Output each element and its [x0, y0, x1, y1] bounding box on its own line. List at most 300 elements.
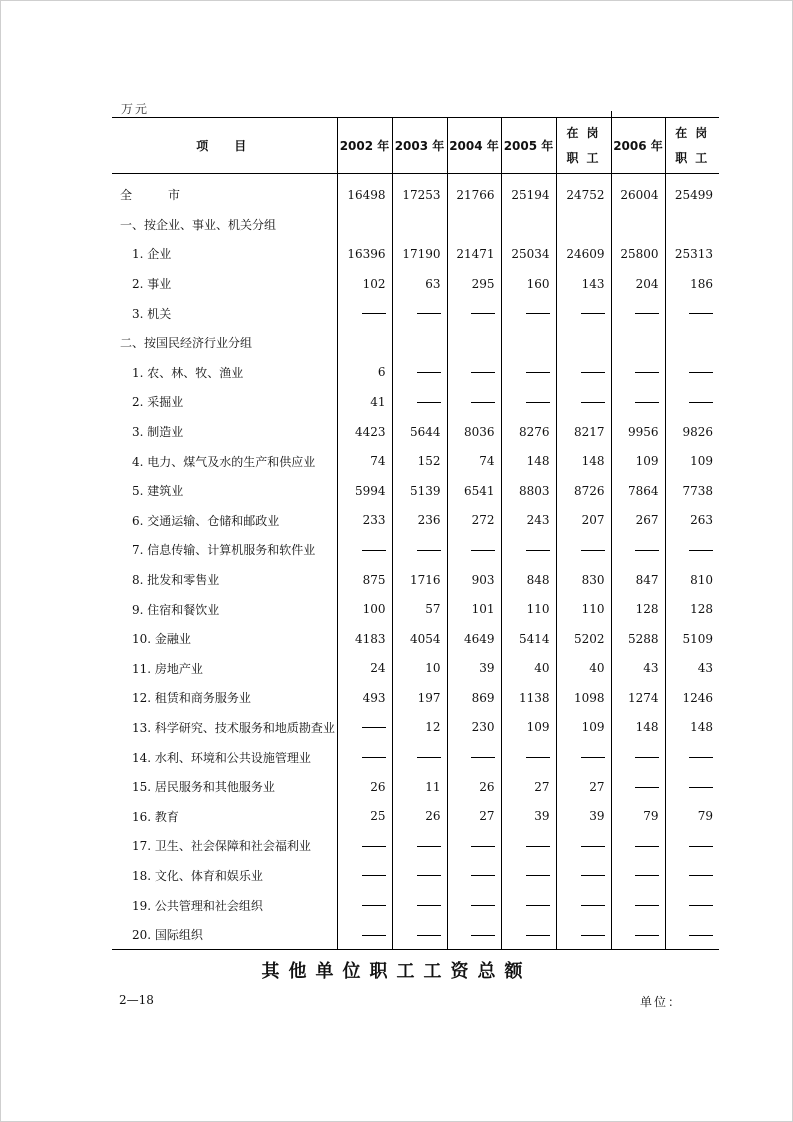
value-cell: 24752 — [556, 174, 611, 210]
row-label: 二、按国民经济行业分组 — [120, 336, 253, 351]
value-cell: 74 — [447, 446, 501, 476]
dash-mark — [635, 550, 659, 551]
value-cell-dash — [611, 772, 665, 802]
dash-mark — [635, 402, 659, 403]
value-cell-dash — [611, 358, 665, 388]
header-onpost-2006-line2: 职工 — [675, 150, 716, 165]
header-onpost-2005-line2: 职工 — [566, 150, 607, 165]
dash-mark — [471, 757, 495, 758]
value-cell: 109 — [611, 446, 665, 476]
value-cell: 110 — [556, 594, 611, 624]
dash-mark — [417, 935, 441, 936]
value-cell: 43 — [665, 654, 719, 684]
table-row — [112, 446, 719, 476]
value-cell-dash — [337, 861, 392, 891]
value-cell: 230 — [447, 713, 501, 743]
table-row — [112, 772, 719, 802]
header-2006: 2006 年 — [611, 118, 665, 174]
value-cell — [556, 210, 611, 240]
dash-mark — [362, 550, 386, 551]
value-cell — [337, 328, 392, 358]
row-label: 18. 文化、体育和娱乐业 — [120, 868, 263, 883]
row-label: 16. 教育 — [120, 809, 179, 824]
unit-label-bottom: 单位： — [640, 995, 683, 1009]
dash-mark — [526, 905, 550, 906]
row-label: 3. 制造业 — [120, 425, 184, 440]
dash-mark — [689, 372, 713, 373]
value-cell: 6 — [337, 358, 392, 388]
value-cell-dash — [611, 298, 665, 328]
value-cell: 109 — [665, 446, 719, 476]
value-cell: 16498 — [337, 174, 392, 210]
row-label: 19. 公共管理和社会组织 — [120, 898, 263, 913]
value-cell: 160 — [501, 269, 556, 299]
dash-mark — [689, 757, 713, 758]
value-cell: 39 — [501, 801, 556, 831]
value-cell-dash — [611, 535, 665, 565]
dash-mark — [581, 935, 605, 936]
dash-mark — [689, 313, 713, 314]
table-row — [112, 298, 719, 328]
dash-mark — [417, 757, 441, 758]
value-cell: 5414 — [501, 624, 556, 654]
row-label: 6. 交通运输、仓储和邮政业 — [120, 513, 280, 528]
value-cell-dash — [447, 358, 501, 388]
dash-mark — [471, 875, 495, 876]
dash-mark — [581, 846, 605, 847]
dash-mark — [526, 935, 550, 936]
value-cell: 26 — [337, 772, 392, 802]
value-cell: 204 — [611, 269, 665, 299]
dash-mark — [362, 846, 386, 847]
value-cell: 7864 — [611, 476, 665, 506]
header-2004: 2004 年 — [447, 118, 501, 174]
value-cell: 5139 — [392, 476, 447, 506]
table-row — [112, 801, 719, 831]
value-cell-dash — [611, 890, 665, 920]
value-cell-dash — [501, 890, 556, 920]
value-cell: 25 — [337, 801, 392, 831]
value-cell-dash — [611, 920, 665, 950]
value-cell: 8036 — [447, 417, 501, 447]
table-row — [112, 269, 719, 299]
value-cell: 17190 — [392, 239, 447, 269]
value-cell: 27 — [501, 772, 556, 802]
value-cell: 9826 — [665, 417, 719, 447]
value-cell — [392, 328, 447, 358]
value-cell: 43 — [611, 654, 665, 684]
value-cell: 110 — [501, 594, 556, 624]
table-row — [112, 594, 719, 624]
value-cell-dash — [447, 535, 501, 565]
value-cell: 6541 — [447, 476, 501, 506]
row-label: 9. 住宿和餐饮业 — [120, 602, 220, 617]
value-cell: 847 — [611, 565, 665, 595]
value-cell-dash — [501, 831, 556, 861]
value-cell: 7738 — [665, 476, 719, 506]
dash-mark — [417, 402, 441, 403]
dash-mark — [581, 757, 605, 758]
table-row — [112, 358, 719, 388]
dash-mark — [362, 757, 386, 758]
value-cell: 903 — [447, 565, 501, 595]
dash-mark — [471, 935, 495, 936]
value-cell — [392, 210, 447, 240]
value-cell-dash — [556, 358, 611, 388]
value-cell-dash — [392, 742, 447, 772]
value-cell: 21471 — [447, 239, 501, 269]
dash-mark — [581, 875, 605, 876]
page-number: 2—18 — [119, 993, 154, 1007]
value-cell-dash — [337, 742, 392, 772]
row-label: 7. 信息传输、计算机服务和软件业 — [120, 543, 316, 558]
value-cell: 128 — [665, 594, 719, 624]
value-cell: 39 — [447, 654, 501, 684]
row-label: 3. 机关 — [120, 306, 172, 321]
value-cell — [337, 210, 392, 240]
dash-mark — [689, 846, 713, 847]
table-row — [112, 239, 719, 269]
value-cell: 5644 — [392, 417, 447, 447]
value-cell: 143 — [556, 269, 611, 299]
value-cell-dash — [392, 298, 447, 328]
value-cell: 830 — [556, 565, 611, 595]
value-cell: 40 — [501, 654, 556, 684]
row-label: 13. 科学研究、技术服务和地质勘查业 — [120, 720, 335, 735]
dash-mark — [581, 372, 605, 373]
dash-mark — [526, 757, 550, 758]
value-cell: 267 — [611, 506, 665, 536]
dash-mark — [689, 550, 713, 551]
value-cell-dash — [556, 890, 611, 920]
table-row — [112, 387, 719, 417]
value-cell-dash — [665, 831, 719, 861]
value-cell: 8803 — [501, 476, 556, 506]
table-row — [112, 861, 719, 891]
value-cell-dash — [501, 358, 556, 388]
row-label: 2. 采掘业 — [120, 395, 184, 410]
dash-mark — [689, 935, 713, 936]
value-cell — [611, 328, 665, 358]
value-cell: 4649 — [447, 624, 501, 654]
value-cell-dash — [337, 920, 392, 950]
value-cell-dash — [556, 742, 611, 772]
value-cell: 26 — [392, 801, 447, 831]
dash-mark — [635, 787, 659, 788]
header-onpost-2005 — [556, 118, 611, 174]
value-cell: 869 — [447, 683, 501, 713]
value-cell-dash — [665, 387, 719, 417]
wage-table — [112, 117, 719, 950]
value-cell: 810 — [665, 565, 719, 595]
value-cell: 148 — [501, 446, 556, 476]
value-cell-dash — [447, 298, 501, 328]
value-cell: 9956 — [611, 417, 665, 447]
dash-mark — [635, 905, 659, 906]
value-cell-dash — [556, 861, 611, 891]
value-cell: 109 — [501, 713, 556, 743]
value-cell: 1098 — [556, 683, 611, 713]
value-cell: 101 — [447, 594, 501, 624]
row-label: 12. 租赁和商务服务业 — [120, 691, 251, 706]
dash-mark — [417, 372, 441, 373]
table-row — [112, 535, 719, 565]
table-row — [112, 654, 719, 684]
value-cell-dash — [447, 742, 501, 772]
dash-mark — [362, 935, 386, 936]
dash-mark — [581, 402, 605, 403]
value-cell-dash — [337, 298, 392, 328]
value-cell: 8217 — [556, 417, 611, 447]
row-label: 一、按企业、事业、机关分组 — [120, 217, 277, 232]
value-cell: 25313 — [665, 239, 719, 269]
table-header-row — [112, 118, 719, 174]
dash-mark — [417, 905, 441, 906]
value-cell-dash — [447, 920, 501, 950]
row-label: 4. 电力、煤气及水的生产和供应业 — [120, 454, 316, 469]
value-cell — [501, 210, 556, 240]
value-cell: 8726 — [556, 476, 611, 506]
value-cell: 39 — [556, 801, 611, 831]
value-cell-dash — [556, 298, 611, 328]
dash-mark — [689, 787, 713, 788]
dash-mark — [689, 875, 713, 876]
value-cell-dash — [665, 920, 719, 950]
header-2005: 2005 年 — [501, 118, 556, 174]
value-cell: 197 — [392, 683, 447, 713]
value-cell — [665, 210, 719, 240]
dash-mark — [689, 905, 713, 906]
row-label: 1. 农、林、牧、渔业 — [120, 365, 244, 380]
value-cell — [501, 328, 556, 358]
row-label: 11. 房地产业 — [120, 661, 203, 676]
value-cell-dash — [337, 890, 392, 920]
value-cell-dash — [556, 387, 611, 417]
value-cell-dash — [501, 861, 556, 891]
dash-mark — [417, 313, 441, 314]
value-cell: 236 — [392, 506, 447, 536]
value-cell: 5994 — [337, 476, 392, 506]
value-cell: 272 — [447, 506, 501, 536]
row-label: 15. 居民服务和其他服务业 — [120, 780, 275, 795]
value-cell: 207 — [556, 506, 611, 536]
value-cell-dash — [611, 742, 665, 772]
value-cell: 27 — [447, 801, 501, 831]
value-cell: 5109 — [665, 624, 719, 654]
value-cell-dash — [392, 831, 447, 861]
value-cell-dash — [611, 831, 665, 861]
value-cell: 10 — [392, 654, 447, 684]
value-cell: 233 — [337, 506, 392, 536]
value-cell-dash — [392, 358, 447, 388]
table-row — [112, 417, 719, 447]
value-cell: 57 — [392, 594, 447, 624]
row-label: 2. 事业 — [120, 277, 172, 292]
value-cell-dash — [337, 831, 392, 861]
value-cell: 128 — [611, 594, 665, 624]
value-cell: 1716 — [392, 565, 447, 595]
header-item: 项目 — [112, 118, 337, 174]
dash-mark — [471, 313, 495, 314]
value-cell-dash — [665, 298, 719, 328]
value-cell: 4183 — [337, 624, 392, 654]
value-cell: 25499 — [665, 174, 719, 210]
table-row — [112, 328, 719, 358]
dash-mark — [362, 727, 386, 728]
dash-mark — [362, 313, 386, 314]
dash-mark — [471, 372, 495, 373]
value-cell: 79 — [611, 801, 665, 831]
value-cell: 17253 — [392, 174, 447, 210]
value-cell: 1138 — [501, 683, 556, 713]
value-cell-dash — [392, 920, 447, 950]
value-cell: 41 — [337, 387, 392, 417]
value-cell-dash — [501, 920, 556, 950]
value-cell: 26 — [447, 772, 501, 802]
dash-mark — [362, 905, 386, 906]
row-label: 1. 企业 — [120, 247, 172, 262]
value-cell: 100 — [337, 594, 392, 624]
table-row — [112, 683, 719, 713]
value-cell: 5202 — [556, 624, 611, 654]
dash-mark — [471, 550, 495, 551]
value-cell-dash — [337, 713, 392, 743]
value-cell: 148 — [611, 713, 665, 743]
value-cell-dash — [611, 387, 665, 417]
value-cell: 16396 — [337, 239, 392, 269]
value-cell: 148 — [665, 713, 719, 743]
value-cell: 875 — [337, 565, 392, 595]
value-cell-dash — [392, 387, 447, 417]
value-cell: 63 — [392, 269, 447, 299]
value-cell: 148 — [556, 446, 611, 476]
value-cell: 74 — [337, 446, 392, 476]
value-cell-dash — [611, 861, 665, 891]
value-cell: 25194 — [501, 174, 556, 210]
unit-label-top: 万元 — [121, 102, 150, 116]
value-cell-dash — [447, 387, 501, 417]
value-cell-dash — [556, 535, 611, 565]
value-cell: 152 — [392, 446, 447, 476]
value-cell: 243 — [501, 506, 556, 536]
row-label: 20. 国际组织 — [112, 920, 337, 950]
row-label: 5. 建筑业 — [120, 484, 184, 499]
value-cell-dash — [665, 890, 719, 920]
value-cell — [447, 210, 501, 240]
value-cell: 25800 — [611, 239, 665, 269]
value-cell-dash — [556, 831, 611, 861]
dash-mark — [581, 905, 605, 906]
dash-mark — [635, 372, 659, 373]
dash-mark — [526, 372, 550, 373]
table-row — [112, 565, 719, 595]
dash-mark — [635, 875, 659, 876]
row-label: 17. 卫生、社会保障和社会福利业 — [120, 839, 311, 854]
value-cell-dash — [447, 831, 501, 861]
value-cell-dash — [501, 535, 556, 565]
value-cell: 79 — [665, 801, 719, 831]
table-row — [112, 506, 719, 536]
value-cell: 5288 — [611, 624, 665, 654]
table-row — [112, 713, 719, 743]
value-cell — [447, 328, 501, 358]
value-cell-dash — [665, 772, 719, 802]
value-cell: 186 — [665, 269, 719, 299]
value-cell: 25034 — [501, 239, 556, 269]
dash-mark — [581, 313, 605, 314]
table-row — [112, 831, 719, 861]
value-cell: 26004 — [611, 174, 665, 210]
value-cell-dash — [665, 535, 719, 565]
value-cell-dash — [501, 298, 556, 328]
table-row — [112, 476, 719, 506]
dash-mark — [417, 875, 441, 876]
value-cell-dash — [392, 861, 447, 891]
value-cell: 8276 — [501, 417, 556, 447]
value-cell: 263 — [665, 506, 719, 536]
row-label: 14. 水利、环境和公共设施管理业 — [120, 750, 311, 765]
value-cell: 848 — [501, 565, 556, 595]
page-title: 其他单位职工工资总额 — [261, 961, 532, 982]
value-cell: 493 — [337, 683, 392, 713]
value-cell-dash — [665, 742, 719, 772]
value-cell: 27 — [556, 772, 611, 802]
header-onpost-2005-line1: 在岗 — [566, 125, 607, 140]
value-cell — [556, 328, 611, 358]
value-cell-dash — [392, 535, 447, 565]
row-label: 8. 批发和零售业 — [120, 573, 220, 588]
header-2003: 2003 年 — [392, 118, 447, 174]
row-label: 全 市 — [120, 188, 181, 203]
value-cell-dash — [392, 890, 447, 920]
header-2002: 2002 年 — [337, 118, 392, 174]
value-cell-dash — [337, 535, 392, 565]
dash-mark — [526, 875, 550, 876]
value-cell-dash — [447, 890, 501, 920]
dash-mark — [417, 550, 441, 551]
dash-mark — [471, 905, 495, 906]
value-cell-dash — [665, 861, 719, 891]
value-cell: 1246 — [665, 683, 719, 713]
table-row — [112, 742, 719, 772]
value-cell: 12 — [392, 713, 447, 743]
header-onpost-2006 — [665, 118, 719, 174]
dash-mark — [689, 402, 713, 403]
dash-mark — [526, 550, 550, 551]
value-cell: 24 — [337, 654, 392, 684]
value-cell — [611, 210, 665, 240]
value-cell — [665, 328, 719, 358]
row-label: 10. 金融业 — [120, 632, 191, 647]
value-cell: 102 — [337, 269, 392, 299]
dash-mark — [635, 757, 659, 758]
table-row — [112, 920, 719, 950]
value-cell: 40 — [556, 654, 611, 684]
table-row — [112, 174, 719, 210]
table-row — [112, 210, 719, 240]
dash-mark — [635, 935, 659, 936]
dash-mark — [471, 846, 495, 847]
dash-mark — [526, 313, 550, 314]
dash-mark — [526, 402, 550, 403]
header-onpost-2006-line1: 在岗 — [675, 125, 716, 140]
value-cell-dash — [501, 387, 556, 417]
table-row — [112, 624, 719, 654]
dash-mark — [471, 402, 495, 403]
value-cell-dash — [556, 920, 611, 950]
dash-mark — [362, 875, 386, 876]
value-cell-dash — [665, 358, 719, 388]
